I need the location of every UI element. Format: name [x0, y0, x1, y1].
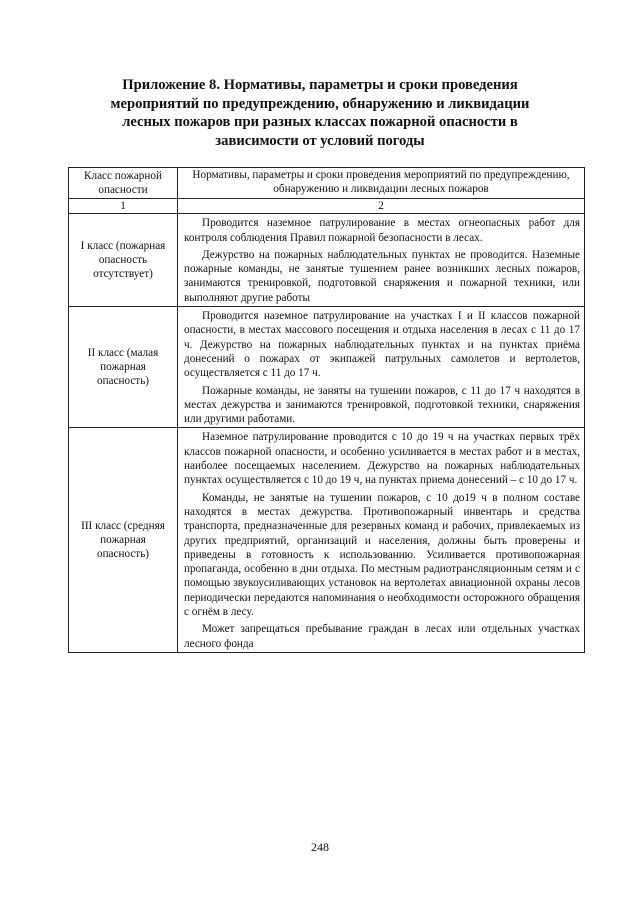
class-cell: III класс (средняя пожарная опасность): [69, 428, 178, 652]
header-class-cell: Класс пожарной опасности: [69, 168, 178, 199]
table-row: [69, 307, 585, 428]
column-number-1: 1: [69, 199, 178, 214]
fire-danger-table: [68, 167, 585, 653]
measures-cell: [178, 428, 585, 652]
measures-paragraph: Дежурство на пожарных наблюдательных пунктах не проводится. Наземные пожарные команды, не занятые тушением ранее возникших лесных пожаров, занимаются тренировкой, подготовкой снаряжения и пожарной техники, или выполняют другие работы: [184, 248, 580, 304]
measures-paragraph: Команды, не занятые на тушении пожаров, с 10 до19 ч в полном составе находятся в местах дежурства. Противопожарный инвентарь и средства транспорта, предназначенные для резервных команд и рабочих, привлекаемых из других предприятий, организаций и населения, должны быть проверены и приведены в готовность к использованию. Усиливается противопожарная пропаганда, особенно в дни отдыха. По местным радиотрансляционным сетям и с помощью звукоусиливающих установок на вертолетах авиационной охраны лесов периодически передаются напоминания о необходимости осторожного обращения с огнём в лесу.: [184, 491, 580, 619]
measures-paragraph: Проводится наземное патрулирование на участках I и II классов пожарной опасности, в местах массового посещения и отдыха населения в лесах с 11 до 17 ч. Дежурство на пожарных наблюдательных пунктах и на пунктах приёма донесений о пожарах от экипажей патрульных самолетов и вертолетов, осуществляется с 11 до 17 ч.: [184, 310, 580, 380]
column-number-row: [69, 199, 585, 214]
column-number-2: 2: [178, 199, 585, 214]
measures-paragraph: Наземное патрулирование проводится с 10 до 19 ч на участках первых трёх классов пожарной опасности, и особенно усиливается в местах работ и в местах, наиболее посещаемых населением. Дежурство на пожарных наблюдательных пунктах осуществляется с 10 до 19 ч, на пунктах приема донесений – с 10 до 17 ч.: [184, 431, 580, 487]
class-cell: II класс (малая пожарная опасность): [69, 307, 178, 428]
class-cell: I класс (пожарная опасность отсутствует): [69, 214, 178, 307]
measures-paragraph: Пожарные команды, не заняты на тушении пожаров, с 11 до 17 ч находятся в местах дежурства и занимаются тренировкой, подготовкой техники, снаряжения или другими работами.: [184, 384, 580, 426]
measures-cell: [178, 214, 585, 307]
header-measures-cell: Нормативы, параметры и сроки проведения мероприятий по предупреждению, обнаружению и ликвидации лесных пожаров: [178, 168, 585, 199]
document-title: Приложение 8. Нормативы, параметры и сроки проведения мероприятий по предупреждению, обнаружению и ликвидации лесных пожаров при разных классах пожарной опасности в зависимости от условий погоды: [110, 77, 530, 149]
page-number: 248: [311, 840, 329, 854]
measures-paragraph: Может запрещаться пребывание граждан в лесах или отдельных участках лесного фонда: [184, 623, 580, 650]
measures-paragraph: Проводится наземное патрулирование в местах огнеопасных работ для контроля соблюдения Правил пожарной безопасности в лесах.: [184, 217, 580, 244]
table-row: [69, 428, 585, 652]
measures-cell: [178, 307, 585, 428]
table-header-row: [69, 168, 585, 199]
table-row: [69, 214, 585, 307]
